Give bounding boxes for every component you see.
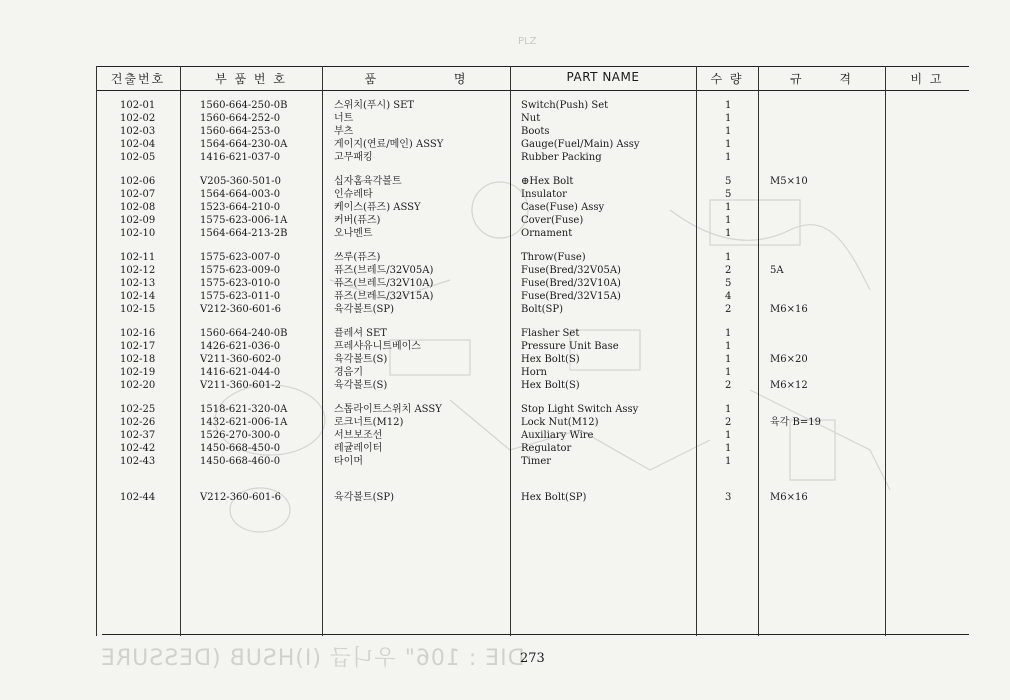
cell-part-name: Bolt(SP) xyxy=(521,304,563,315)
cell-qty: 1 xyxy=(725,404,732,415)
cell-qty: 1 xyxy=(725,443,732,454)
cell-part-name: Flasher Set xyxy=(521,328,580,339)
cell-spec: M6×16 xyxy=(770,304,808,315)
column-divider xyxy=(180,66,181,636)
cell-part-name: Regulator xyxy=(521,443,572,454)
cell-qty: 1 xyxy=(725,139,732,150)
column-divider xyxy=(696,66,697,636)
cell-part-no: 1564-664-230-0A xyxy=(200,139,288,150)
cell-part-no: V212-360-601-6 xyxy=(200,492,281,503)
header-qty: 수 량 xyxy=(710,72,744,86)
cell-qty: 1 xyxy=(725,215,732,226)
cell-part-name: Auxiliary Wire xyxy=(521,430,594,441)
cell-code: 102-09 xyxy=(120,215,156,226)
cell-name-kr: 게이지(연료/메인) ASSY xyxy=(334,139,444,150)
cell-code: 102-02 xyxy=(120,113,156,124)
cell-part-no: 1450-668-450-0 xyxy=(200,443,281,454)
table-top-rule xyxy=(96,66,969,67)
cell-part-name: Horn xyxy=(521,367,547,378)
cell-spec: M6×12 xyxy=(770,380,808,391)
cell-part-name: Nut xyxy=(521,113,541,124)
cell-part-no: 1564-664-003-0 xyxy=(200,189,281,200)
cell-code: 102-04 xyxy=(120,139,156,150)
cell-code: 102-10 xyxy=(120,228,156,239)
cell-qty: 1 xyxy=(725,328,732,339)
cell-qty: 1 xyxy=(725,152,732,163)
cell-part-no: 1560-664-252-0 xyxy=(200,113,281,124)
column-divider xyxy=(322,66,323,636)
cell-name-kr: 프레샤유니트베이스 xyxy=(334,341,421,352)
header-part-no: 부 품 번 호 xyxy=(215,72,287,86)
cell-part-no: 1518-621-320-0A xyxy=(200,404,288,415)
cell-name-kr: 쓰루(퓨즈) xyxy=(334,252,381,263)
cell-spec: 육각 B=19 xyxy=(770,417,821,428)
cell-code: 102-13 xyxy=(120,278,156,289)
cell-name-kr: 플레셔 SET xyxy=(334,328,387,339)
header-name-kr: 품 명 xyxy=(364,72,468,86)
cell-part-no: 1560-664-240-0B xyxy=(200,328,288,339)
cell-part-no: 1432-621-006-1A xyxy=(200,417,288,428)
header-spec: 규 격 xyxy=(790,72,853,86)
cell-part-no: 1426-621-036-0 xyxy=(200,341,281,352)
cell-part-name: Hex Bolt(SP) xyxy=(521,492,587,503)
header-part-name: PART NAME xyxy=(566,70,640,84)
cell-qty: 1 xyxy=(725,252,732,263)
cell-part-no: 1575-623-009-0 xyxy=(200,265,281,276)
cell-name-kr: 육각볼트(S) xyxy=(334,354,388,365)
cell-qty: 2 xyxy=(725,304,732,315)
cell-qty: 2 xyxy=(725,380,732,391)
cell-name-kr: 커버(퓨즈) xyxy=(334,215,381,226)
cell-part-name: Insulator xyxy=(521,189,567,200)
cell-spec: 5A xyxy=(770,265,784,276)
cell-part-no: V205-360-501-0 xyxy=(200,176,281,187)
cell-part-no: 1526-270-300-0 xyxy=(200,430,281,441)
cell-part-no: V211-360-601-2 xyxy=(200,380,281,391)
cell-part-name: Pressure Unit Base xyxy=(521,341,619,352)
cell-qty: 1 xyxy=(725,341,732,352)
cell-qty: 1 xyxy=(725,430,732,441)
cell-code: 102-25 xyxy=(120,404,156,415)
column-divider xyxy=(885,66,886,636)
cell-name-kr: 오나멘트 xyxy=(334,228,373,239)
cell-part-name: Lock Nut(M12) xyxy=(521,417,599,428)
cell-code: 102-11 xyxy=(120,252,156,263)
cell-part-no: 1575-623-010-0 xyxy=(200,278,281,289)
cell-part-name: Fuse(Bred/32V05A) xyxy=(521,265,621,276)
cell-qty: 3 xyxy=(725,492,732,503)
cell-code: 102-17 xyxy=(120,341,156,352)
cell-name-kr: 육각볼트(S) xyxy=(334,380,388,391)
cell-qty: 4 xyxy=(725,291,732,302)
cell-part-no: 1564-664-213-2B xyxy=(200,228,288,239)
column-divider xyxy=(96,66,97,636)
cell-name-kr: 너트 xyxy=(334,113,354,124)
cell-spec: M6×20 xyxy=(770,354,808,365)
cell-name-kr: 육각볼트(SP) xyxy=(334,492,395,503)
cell-code: 102-03 xyxy=(120,126,156,137)
cell-code: 102-01 xyxy=(120,100,156,111)
cell-part-no: 1560-664-250-0B xyxy=(200,100,288,111)
cell-code: 102-37 xyxy=(120,430,156,441)
cell-qty: 1 xyxy=(725,100,732,111)
cell-qty: 1 xyxy=(725,113,732,124)
cell-part-no: 1560-664-253-0 xyxy=(200,126,281,137)
cell-code: 102-06 xyxy=(120,176,156,187)
cell-part-no: V212-360-601-6 xyxy=(200,304,281,315)
cell-code: 102-20 xyxy=(120,380,156,391)
cell-part-name: Ornament xyxy=(521,228,573,239)
cell-part-no: 1575-623-007-0 xyxy=(200,252,281,263)
cell-part-name: Case(Fuse) Assy xyxy=(521,202,605,213)
cell-qty: 5 xyxy=(725,278,732,289)
cell-name-kr: 스톱라이트스위치 ASSY xyxy=(334,404,442,415)
cell-name-kr: 십자홈육각볼트 xyxy=(334,176,402,187)
table-bottom-rule xyxy=(102,634,969,635)
page-number: 273 xyxy=(520,651,545,666)
cell-qty: 1 xyxy=(725,367,732,378)
cell-name-kr: 부츠 xyxy=(334,126,354,137)
cell-code: 102-15 xyxy=(120,304,156,315)
cell-code: 102-44 xyxy=(120,492,156,503)
cell-name-kr: 인슈레타 xyxy=(334,189,373,200)
cell-part-no: 1450-668-460-0 xyxy=(200,456,281,467)
cell-code: 102-05 xyxy=(120,152,156,163)
cell-part-name: Hex Bolt(S) xyxy=(521,354,580,365)
cell-part-name: Hex Bolt(S) xyxy=(521,380,580,391)
cell-part-name: Boots xyxy=(521,126,550,137)
cell-code: 102-16 xyxy=(120,328,156,339)
bleed-through-footer: DIE : 106" 우니급 (I)HSUB (DESSURE xyxy=(100,646,525,671)
cell-code: 102-42 xyxy=(120,443,156,454)
cell-name-kr: 로크너트(M12) xyxy=(334,417,404,428)
parts-table xyxy=(96,66,969,636)
cell-name-kr: 레귤레이터 xyxy=(334,443,383,454)
cell-qty: 1 xyxy=(725,354,732,365)
cell-qty: 2 xyxy=(725,265,732,276)
cell-qty: 5 xyxy=(725,176,732,187)
cell-qty: 1 xyxy=(725,456,732,467)
cell-part-no: 1575-623-011-0 xyxy=(200,291,281,302)
cell-part-name: ⊕Hex Bolt xyxy=(521,176,574,187)
cell-part-name: Fuse(Bred/32V10A) xyxy=(521,278,621,289)
cell-part-name: Timer xyxy=(521,456,552,467)
cell-name-kr: 서브보조선 xyxy=(334,430,383,441)
cell-part-no: V211-360-602-0 xyxy=(200,354,281,365)
cell-code: 102-26 xyxy=(120,417,156,428)
cell-qty: 1 xyxy=(725,202,732,213)
cell-spec: M6×16 xyxy=(770,492,808,503)
cell-part-no: 1523-664-210-0 xyxy=(200,202,281,213)
cell-part-name: Rubber Packing xyxy=(521,152,602,163)
cell-spec: M5×10 xyxy=(770,176,808,187)
cell-name-kr: 고무패킹 xyxy=(334,152,373,163)
cell-code: 102-14 xyxy=(120,291,156,302)
column-divider xyxy=(510,66,511,636)
cell-part-name: Stop Light Switch Assy xyxy=(521,404,639,415)
cell-name-kr: 타이머 xyxy=(334,456,363,467)
cell-part-name: Gauge(Fuel/Main) Assy xyxy=(521,139,640,150)
bleed-through-text: PLZ xyxy=(518,36,537,47)
cell-part-name: Throw(Fuse) xyxy=(521,252,586,263)
column-divider xyxy=(758,66,759,636)
cell-code: 102-08 xyxy=(120,202,156,213)
cell-code: 102-18 xyxy=(120,354,156,365)
cell-name-kr: 퓨즈(브레드/32V15A) xyxy=(334,291,434,302)
cell-part-name: Cover(Fuse) xyxy=(521,215,584,226)
cell-name-kr: 육각볼트(SP) xyxy=(334,304,395,315)
cell-code: 102-07 xyxy=(120,189,156,200)
header-code: 건출번호 xyxy=(110,72,166,86)
cell-name-kr: 퓨즈(브레드/32V10A) xyxy=(334,278,434,289)
cell-part-no: 1416-621-037-0 xyxy=(200,152,281,163)
cell-part-no: 1575-623-006-1A xyxy=(200,215,288,226)
cell-qty: 2 xyxy=(725,417,732,428)
cell-qty: 1 xyxy=(725,126,732,137)
header-rule xyxy=(96,90,969,91)
cell-part-name: Switch(Push) Set xyxy=(521,100,609,111)
cell-code: 102-19 xyxy=(120,367,156,378)
cell-qty: 5 xyxy=(725,189,732,200)
cell-name-kr: 케이스(퓨즈) ASSY xyxy=(334,202,421,213)
cell-name-kr: 퓨즈(브레드/32V05A) xyxy=(334,265,434,276)
header-remark: 비 고 xyxy=(910,72,944,86)
cell-part-name: Fuse(Bred/32V15A) xyxy=(521,291,621,302)
cell-qty: 1 xyxy=(725,228,732,239)
cell-code: 102-43 xyxy=(120,456,156,467)
cell-name-kr: 스위치(푸시) SET xyxy=(334,100,415,111)
cell-name-kr: 경음기 xyxy=(334,367,363,378)
cell-code: 102-12 xyxy=(120,265,156,276)
cell-part-no: 1416-621-044-0 xyxy=(200,367,281,378)
